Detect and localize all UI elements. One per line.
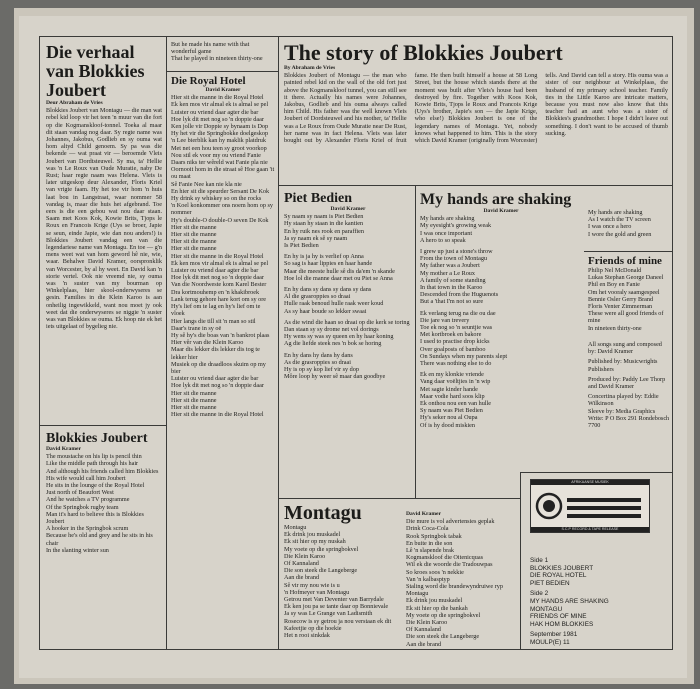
lyric-line: Hy's lief om te lag en hy's lief om te vloek — [171, 303, 261, 318]
lyric-line: Die Klein Karoo — [284, 552, 326, 560]
lyric-line: Over goalposts of bamboo — [420, 345, 486, 353]
lyric-line: Maar dis lekker dis lekker dis tog te lekker hier — [171, 346, 260, 361]
montagu-title: Montagu — [284, 503, 362, 524]
lyric-line: Ek onthou nou een van hulle — [420, 400, 491, 408]
credit-line: All songs sung and composed by: David Kramer — [588, 341, 662, 356]
blokkies-byline: David Kramer — [46, 446, 81, 452]
lyric-line: Dra kortmouhemp en 'n khakibroek — [171, 288, 260, 296]
lyric-line: Lank terug gehore hare kort om sy ore — [171, 295, 267, 303]
lyric-line: Hier sit die manne in die Royal Hotel — [171, 411, 264, 419]
lyric-line: Nou stil ek voor my ou vriend Fanie — [171, 151, 261, 159]
lyric-line: Hier sit die manne — [171, 403, 217, 411]
record-label-logo — [530, 479, 650, 533]
hands-lyrics — [420, 191, 582, 469]
lyric-line: Hier langs die till sit 'n man so stil — [171, 317, 256, 325]
story-title: The story of Blokkies Joubert — [284, 41, 563, 65]
lyric-line: Die son steek die Langeberge — [406, 633, 480, 641]
lyric-line: En hier sit die speurder Sersant De Kok — [171, 187, 270, 195]
lyric-line: Rosecow is sy getrou ja nou verstaan ek dit — [284, 617, 392, 625]
lyric-line: Ek sit hier op die bankah — [406, 604, 468, 612]
lyric-line: That he played in nineteen thirty-one — [171, 55, 263, 63]
lyric-line: Like the middle path through his hair — [46, 460, 139, 468]
lyric-line: Hoe lyk dit met nog so 'n doppie daar — [171, 274, 264, 282]
lyric-line: Montagu — [284, 524, 307, 531]
lyric-line: Of Kannaland — [284, 560, 319, 568]
credit-line: Concertina played by: Eddie Wilkinson — [588, 393, 659, 408]
lyric-line: Ja sy was Le Grange van Ladismith — [284, 610, 373, 618]
lyric-line: Sy naam sy naam is Piet Bedien — [284, 213, 364, 221]
lyric-line: Hier sit die manne — [171, 238, 217, 246]
lyric-line: So sag is haar lippies en haar hande — [284, 260, 373, 268]
lyric-line: Oornooit hom in die straat sê Hoe gaan 'it ou maat — [171, 166, 275, 181]
lyric-line: Met net een hou teen sy groot voorkop — [171, 144, 267, 152]
lyric-line: I was once a hero — [588, 223, 632, 231]
row-rule — [40, 425, 166, 426]
hands-title: My hands are shaking — [420, 191, 572, 208]
lyric-line: Om het vooraly saamgespeel — [588, 288, 660, 296]
lyric-line: Musiek op die draadloos skuim op my bier — [171, 360, 266, 375]
logo-bottom-text: S.C.P RECORD & TAPE RELEASE — [531, 527, 649, 532]
lyric-line: Philip Nel McDonald — [588, 267, 642, 274]
lyric-line: Die son steek die Langeberge — [284, 567, 358, 575]
credit-line: Sleeve by: Media Graphics — [588, 407, 656, 415]
lyric-line: Hier sit die manne — [171, 396, 217, 404]
album-sleeve — [14, 8, 694, 684]
lyric-line: Hier vêr van die Klein Karoo — [171, 339, 244, 347]
column-rule — [415, 185, 416, 498]
lyric-line: But a 'that I'm not so sure — [420, 298, 484, 306]
track-listing — [530, 557, 670, 649]
lyric-line: Van die Noordweste kom Karel Bester — [171, 281, 267, 289]
lyric-line: Sê Fanie Nee kan nie kla nie — [171, 180, 242, 188]
lyric-line: Het n rooi sinkdak — [284, 632, 330, 640]
lyric-line: Hoe lol die manne daar met ou Piet se Anna — [284, 274, 393, 282]
verhaal-byline: Deur Abraham de Vries — [46, 100, 103, 106]
blokkies-lyrics — [46, 431, 162, 647]
lyric-line: Of the Springbok rugby team — [46, 503, 119, 511]
lyric-line: There was nothing else to do — [420, 360, 492, 368]
lyric-line: From the town of Montagu — [420, 255, 488, 263]
lyric-line: A hooker in the Springbok scrum — [46, 525, 129, 533]
verhaal-body: Blokkies Joubert van Montagu — die man wat rebel kid loop vir het teen 'n muur van die fort op die Kogmanskloof-tonnel. Toeka al maar dit staan vandag nog daar. Sy regte name was Johannes, Jakobus, Godlieb en sy ouma wat hom altyd Child genoem. Sy pa was die bekende — wat praat vir — beroemde Vleis Joubert van Dordtsteuwel. Sy ma, ta' Hellie was 'n Le Roux van Oude Muratie, naby De Rust; haar regte naam was Helena. Vleis is later uitgeskop deur Alexander, Floris Kriel van vrigte faam. Hy het toe vir hom 'n huis laat bou in Langstraat, waar nommer 58 vandag is, maar die huis het afgebrand. Toe eers is die een gebou wat nou daar staan. Saam met Koos Kok, Kowie Brits, Tjops le Roux en Francois Krige (Uys se broer, Japie se seun, einde Japie, wie dan nou anders!) is Blokkies Joubert vandag een van die legendariese name van Montagu. En toe — g'n mens weet wat van hom geword hê nie, wie, waar. Behalwe David Kramer, oorspronklik van Worcester, by al hy weet. En David kan 'n storie vertel. Ook nie vreemd nie, sy ouma was 'n suster van my bourman op Winkelplaas, hier skool-onderwyseres se gesin. Families in die Klein Karoo is aan onheilig ingewikkeld, want nou moet jy ook weet dat die onderwyseres se niggie 'n suster was van Blokkies se ouma. Ek hoop nie ek het iets uitgelaat of bygelieg nie. — [46, 107, 162, 331]
credit-line: Published by: Musicwrights Publishers — [588, 358, 658, 373]
lyric-line: Hier sit die manne in die Royal Hotel — [171, 94, 264, 102]
lyric-line: On Sundays when my parents slept — [420, 352, 508, 360]
lyric-line: Sê vir my nou wie is u — [284, 581, 340, 589]
verhaal-title: Die verhaal van Blokkies Joubert — [46, 43, 145, 100]
lyric-line: Die jare van trevery — [420, 316, 470, 324]
lyric-line: Luister ou vriend daar agter die bar — [171, 267, 259, 275]
friends-lyrics — [588, 255, 670, 335]
lyric-line: Is Piet Bedien — [284, 242, 319, 250]
lyric-line: Floris Venter Zimmerman — [588, 303, 653, 311]
lyric-line: Toe ek nog so 'n seuntjie was — [420, 324, 493, 332]
lyric-line: Kogmanskloof die Oitenicquas — [406, 554, 483, 562]
lyric-line: Hy het vir die Springbokke doelgeskop — [171, 130, 269, 138]
lyric-line: Daar's trane in sy oë — [171, 324, 222, 332]
lyric-line: Rook Springbok tabak — [406, 532, 462, 540]
lyric-line: Al die grasroppies so draai — [284, 293, 351, 301]
lyric-line: My voete op die springbokvel — [284, 545, 359, 553]
lyric-line: I grew up just a stone's throw — [420, 248, 493, 256]
lyric-line: 'n Hofmeyer van Montagu — [284, 588, 350, 596]
credits — [588, 341, 670, 469]
lyric-line: Descended from the Huguenots — [420, 291, 499, 299]
lyric-line: Hy is op sy kop lief vir sy dop — [284, 366, 359, 374]
lyric-line: Lê 'n slapende brak — [406, 547, 455, 555]
lyric-line: Of Kannaland — [406, 626, 441, 634]
royal-byline: David Kramer — [205, 87, 241, 93]
lyric-line: Sy naam was Piet Bedien — [420, 407, 483, 415]
lyric-line: Just north of Beaufort West — [46, 489, 114, 497]
lyric-line: Ek ken mos vir almal ek is almal se pel — [171, 259, 269, 267]
lyric-line: Ek ken jou pa se tante daar op Bonnievale — [284, 603, 389, 611]
lyric-line: My mother a Le Roux — [420, 269, 475, 277]
lyric-line: Wil ek die woorde die Tradouwpas — [406, 561, 493, 569]
lyric-line: Aan die brand — [406, 640, 442, 647]
lyric-line: Ek en my klonkie vriende — [420, 371, 484, 379]
back-cover — [19, 16, 687, 678]
lyric-line: Ja sy naam ek sê sy naam — [284, 234, 348, 242]
verhaal-article — [46, 43, 162, 423]
lyric-line: And he watches a TV programme — [46, 496, 130, 504]
lyric-line: Ag die liefde steek nes 'n bok se horing — [284, 340, 382, 348]
lyric-line: Maar die meeste hulle sê dis da'em 'n skande — [284, 267, 395, 275]
lyric-line: My hands are shaking — [420, 215, 475, 223]
track-item: MY HANDS ARE SHAKING — [530, 597, 609, 605]
logo-top-text: AFRIKAANSE MUSIEK — [531, 480, 649, 485]
lyric-line: Hy drink sy whiskey so on the rocks — [171, 195, 262, 203]
lyric-line: I was once important — [420, 229, 473, 237]
lyric-line: In that town in the Karoo — [420, 284, 483, 292]
track-item: DIE ROYAL HOTEL — [530, 572, 587, 580]
lyric-line: My hands are shaking — [588, 209, 643, 216]
lyric-line: Lukas Stephan George Daneel — [588, 274, 664, 282]
lyric-line: Ek ken mos vir almal ek is almal se pel — [171, 101, 269, 109]
piet-title: Piet Bedien — [284, 191, 353, 206]
lyric-line: Man it's hard to believe this is Blokkies Joubert — [46, 510, 144, 526]
lyric-line: Ek verlang terug na die ou dae — [420, 309, 496, 317]
lyric-line: Daars niks ter wêreld wat Fanie pla nie — [171, 159, 268, 167]
track-item: HAK HOM BLOKKIES — [530, 620, 594, 628]
release-date: September 1981 — [530, 631, 578, 639]
lyric-line: The moustache on his lip is pencil thin — [46, 453, 142, 461]
column-rule — [520, 472, 521, 649]
lyric-line: Drink Coca-Cola — [406, 525, 449, 533]
lyric-line: Aan die brand — [284, 574, 320, 582]
lyric-line: Hier sit die manne — [171, 389, 217, 397]
lyric-line: Hier sit die manne — [171, 245, 217, 253]
montagu-byline: David Kramer — [406, 511, 441, 517]
lyric-line: Hier sit die manne in die Royal Hotel — [171, 252, 264, 260]
lyric-line: Bennie Osler Gerry Brand — [588, 295, 654, 303]
lyric-line: I used to practise drop kicks — [420, 338, 490, 346]
lyric-line: En hy dans sy dans sy dans sy dans — [284, 286, 372, 294]
hands-byline: David Kramer — [483, 208, 519, 214]
lyric-line: My voete op die springbokvel — [406, 611, 481, 619]
lyric-line: Luister ou vriend daar agter die bar — [171, 108, 259, 116]
lyric-line: A hero to so speak — [420, 236, 466, 244]
lyric-line: He sits in the lounge of the Royal Hotel — [46, 482, 145, 490]
lyric-line: Dan staan sy sy drome net vol dorings — [284, 326, 379, 334]
row-rule — [520, 472, 672, 473]
piet-byline: David Kramer — [330, 206, 366, 212]
lyric-line: So kroes soos 'n nekkie — [406, 568, 464, 576]
lyric-line: These were all good friends of mine — [588, 310, 664, 325]
lyric-line: 'n Koel konkommer ons noem hom op sy nommer — [171, 202, 273, 217]
lyric-line: My eyesight's growing weak — [420, 222, 492, 230]
track-item: MONTAGU — [530, 605, 563, 613]
lyric-line: Hier sit die manne — [171, 231, 217, 239]
lyric-line: In nineteen thirty-one — [588, 324, 642, 332]
track-item: BLOKKIES JOUBERT — [530, 564, 594, 572]
column-rule — [278, 37, 279, 649]
lyric-line: Van 'n kalbasptyp — [406, 575, 450, 583]
piet-lyrics — [284, 191, 412, 496]
row-rule — [278, 498, 520, 499]
lyric-line: A family of some standing — [420, 276, 486, 284]
lyric-line: Hulle raak benoud hulle raak weer koud — [284, 300, 384, 308]
side2-title: Side 2 — [530, 590, 549, 598]
lyric-line: As die grasroppies so draai — [284, 358, 352, 366]
row-rule — [584, 251, 672, 252]
lyric-line: En buite in die son — [406, 539, 453, 547]
track-item: FRIENDS OF MINE — [530, 613, 587, 621]
lyric-line: Maar vodie hard soos klip — [420, 392, 485, 400]
lyric-line: Hier sit die manne — [171, 223, 217, 231]
lyric-line: Die Klein Karoo — [406, 619, 448, 627]
credit-line: Write: P O Box 291 Rondebosch 7700 — [588, 414, 670, 430]
lyric-line: En hy dans hy dans hy dans — [284, 351, 353, 359]
lyric-line: As sy haar boude so lekker swaai — [284, 307, 367, 315]
row-rule — [278, 185, 672, 186]
lyric-line: Hoe lyk dit met nog so 'n doppie daar — [171, 382, 264, 390]
lyric-line: Luister ou vriend daar agter die bar — [171, 375, 259, 383]
lyric-line: My father was a Joubert — [420, 262, 480, 270]
story-article — [284, 41, 668, 183]
lyric-line: Die mure is vol advertensies geplak — [406, 518, 495, 526]
lyric-line: Montagu — [406, 590, 429, 598]
row-rule — [166, 71, 278, 72]
lyric-line: Ken jolle vir Doppie sy bynaam is Dop — [171, 123, 269, 131]
montagu-lyrics — [284, 503, 402, 647]
lyric-line: En hy is ja hy is verlief op Anna — [284, 253, 364, 261]
lyric-line: Hoe lyk dit met nog so 'n doppie daar — [171, 115, 264, 123]
lyric-line: I wore the gold and green — [588, 230, 652, 238]
lyric-line: Ek sit hier op my nuskah — [284, 538, 346, 546]
lyric-line: As I watch the TV screen — [588, 216, 651, 224]
lyric-line: As die wind die haan so draai op die kerk se toring — [284, 318, 410, 326]
newspaper-layout — [39, 36, 673, 650]
track-item: PIET BEDIEN — [530, 579, 570, 587]
side1-title: Side 1 — [530, 557, 549, 564]
lyric-line: Hy's seker nou al Oupa — [420, 414, 478, 422]
lyric-line: Met kortbroek en bakore — [420, 331, 482, 339]
lyric-line: And although his friends called him Blokkies — [46, 467, 159, 475]
catalog-number: MOULP(E) 11 — [530, 638, 570, 646]
lyric-line: Kafeetjie op die hoekie — [284, 624, 342, 632]
lyric-line: Hy wens sy was sy queen en hy haar koning — [284, 333, 394, 341]
montagu-lyrics-continued — [406, 503, 516, 647]
lyric-line: Of is hy dood miskien — [420, 421, 475, 429]
blokkies-title: Blokkies Joubert — [46, 431, 148, 446]
lyric-line: But he made his name with that wonderful game — [171, 41, 250, 56]
label-emblem-icon — [531, 486, 649, 526]
lyric-line: Vang daar voëltjies in 'n wip — [420, 378, 491, 386]
lyric-line: Hy sê hy's die boas van 'n bankrot plaas — [171, 331, 270, 339]
lyric-line: Môre loop hy weer sê maar dan goodbye — [284, 373, 386, 381]
lyric-line: 'n Lee bierblik kan hy maklik platdruk — [171, 137, 266, 145]
lyric-line: Met sagte kinder hande — [420, 385, 478, 393]
hands-lyrics-continued — [588, 209, 670, 249]
friends-title: Friends of mine — [588, 255, 662, 267]
lyric-line: Ek drink jou muskadel — [406, 597, 463, 605]
lyric-line: His wife would call him Joubert — [46, 474, 126, 482]
column-rule — [166, 37, 167, 649]
lyric-line: Because he's old and grey and he sits in his chair — [46, 532, 153, 547]
lyric-line: Hy staan hy staan in die kantien — [284, 220, 364, 228]
credit-line: Produced by: Paddy Lee Thorp and David Kramer — [588, 375, 666, 391]
lyric-line: Getrou met Van Deventer van Barrydale — [284, 596, 384, 604]
lyric-line: Phil en Boy en Fanie — [588, 281, 640, 289]
royal-lyrics — [171, 75, 275, 647]
lyric-line: Ek drink jou muskadel — [284, 531, 341, 539]
royal-title: Die Royal Hotel — [171, 75, 246, 87]
lyric-line: En hy ruik nes rook en paraffien — [284, 227, 364, 235]
royal-continued — [171, 41, 275, 71]
story-body: Blokkies Joubert of Montagu — the man who painted rebel kid on the wall of the old fort just above the Kogmanskloof tunnel, you can still see it there. Actually his names were Johannes, Jakobus, Godlieb and his ouma always called him Child. His father was the well known Vleis Joubert of Dordsteuwel and his mother, ta' Hellie was a Le Roux from Oude Muratie near De Rust, her name was in fact Helena. Vleis was later bought out by Alexander Floris Kriel of fruit fame. He then built himself a house at 58 Long Street, but the house which stands there at the moment was built after Vleis's house had been destroyed by fire. Together with Koos Kok, Kowie Brits, Tjops le Roux and Francois Krige (Uys's brother, Japie's son — the Japie Krige, who else!) Blokkies Joubert is one of the legendary names of Montagu. Yet, nobody knows what happened to him. This is the story which David Kramer (originally from Worcester) tells. And David can tell a story. His ouma was a sister of our neighbour at Winkelplaas, the husband of my primary school teacher. Family ties in the Little Karoo are intricate matters, because you must now also know that this teacher had an aunt who was a sister of Blokkies's grandmother. I hope I didn't leave out something. I don't want to be accused of thumb sucking. — [284, 72, 668, 145]
lyric-line: In the slanting winter sun — [46, 546, 109, 554]
lyric-line: Hy's double-O double-O seven De Kok — [171, 216, 269, 224]
lyric-line: Staling word die brandewyndruiwe ryp — [406, 583, 503, 591]
story-byline: By Abraham de Vries — [284, 65, 336, 71]
